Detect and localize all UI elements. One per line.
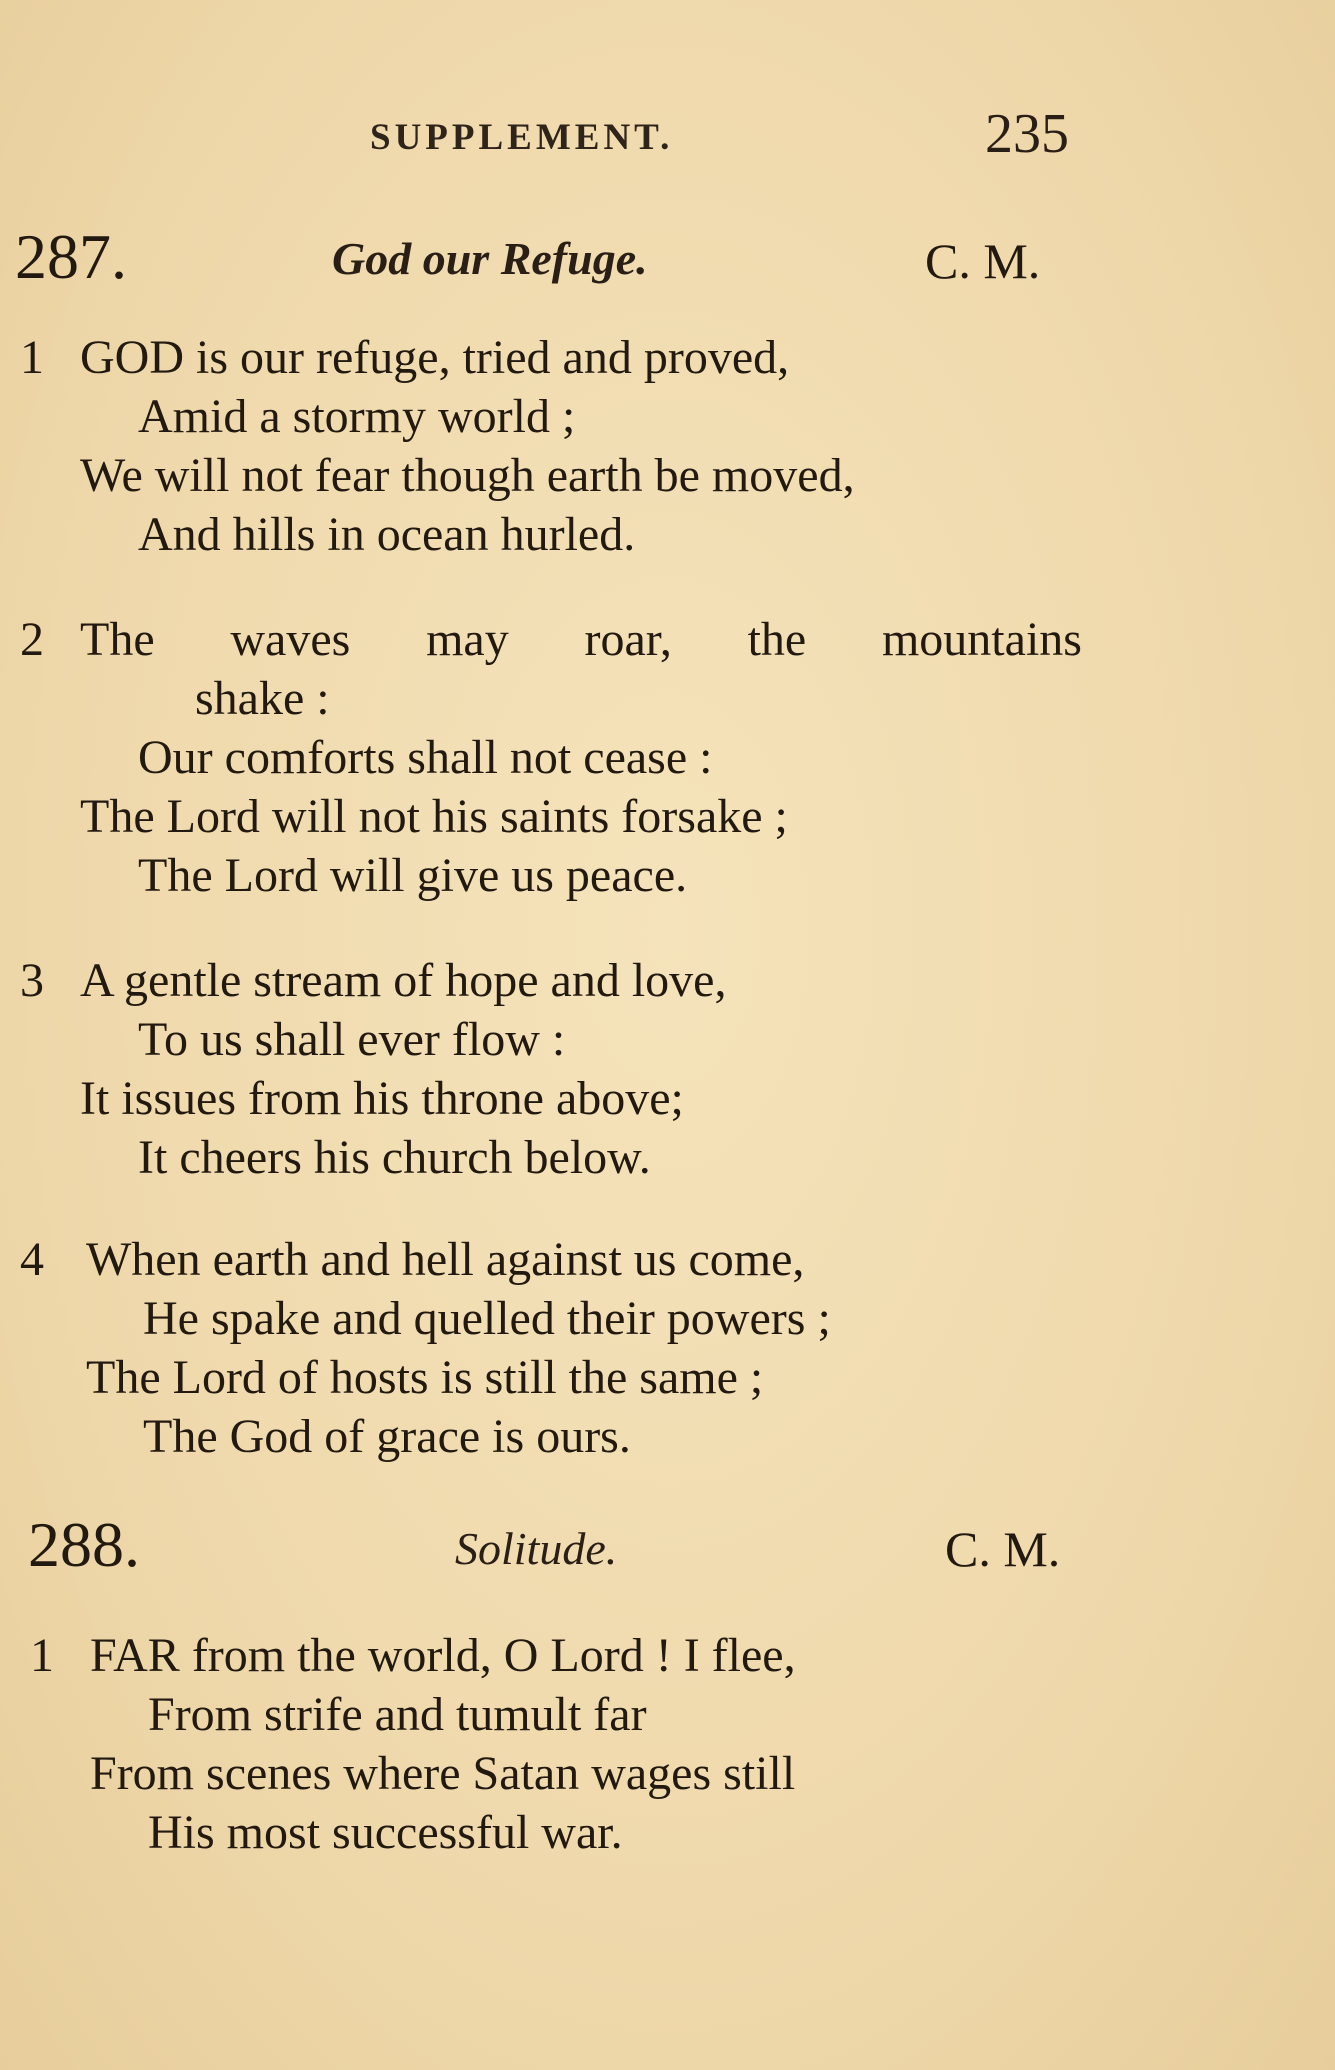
verse-line: From strife and tumult far <box>148 1688 647 1741</box>
verse-line: The Lord will not his saints forsake ; <box>80 790 788 843</box>
hymn-heading-288 <box>0 1508 1335 1588</box>
verse-line: We will not fear though earth be moved, <box>80 449 855 502</box>
verse-word: the <box>747 613 807 666</box>
verse-line: It cheers his church below. <box>138 1131 651 1184</box>
page-number: 235 <box>985 103 1069 165</box>
hymn-title: Solitude. <box>455 1523 618 1574</box>
stanza-number: 4 <box>20 1233 44 1286</box>
verse-line: FAR from the world, O Lord ! I flee, <box>90 1629 796 1682</box>
verse-line: Amid a stormy world ; <box>138 390 576 443</box>
verse-line: The God of grace is ours. <box>143 1410 631 1463</box>
stanza-number: 2 <box>20 613 44 666</box>
verse-line: His most successful war. <box>148 1806 623 1859</box>
stanza-number: 1 <box>20 331 44 384</box>
verse-line: From scenes where Satan wages still <box>90 1747 796 1800</box>
verse-word: may <box>426 613 509 666</box>
stanza-number: 3 <box>20 954 44 1007</box>
hymn-heading-287 <box>0 220 1335 300</box>
verse-line-continuation: shake : <box>195 672 330 725</box>
running-header-title: SUPPLEMENT. <box>370 117 674 158</box>
hymn-number: 287. <box>15 221 127 292</box>
verse-line: The Lord of hosts is still the same ; <box>86 1351 764 1404</box>
stanza-number: 1 <box>30 1629 54 1682</box>
verse-line: GOD is our refuge, tried and proved, <box>80 331 790 384</box>
verse-word: roar, <box>584 613 672 666</box>
verse-line-justified <box>80 612 1082 667</box>
hymn-number: 288. <box>28 1509 140 1580</box>
verse-line: It issues from his throne above; <box>80 1072 684 1125</box>
verse-line: When earth and hell against us come, <box>86 1233 805 1286</box>
hymn-meter: C. M. <box>925 233 1041 289</box>
hymn-meter: C. M. <box>945 1521 1061 1577</box>
verse-line: A gentle stream of hope and love, <box>80 954 727 1007</box>
verse-word: waves <box>230 613 351 666</box>
verse-line: And hills in ocean hurled. <box>138 508 636 561</box>
verse-line: The Lord will give us peace. <box>138 849 688 902</box>
verse-word: The <box>80 613 155 666</box>
verse-line: Our comforts shall not cease : <box>138 731 713 784</box>
verse-line: He spake and quelled their powers ; <box>143 1292 831 1345</box>
verse-word: mountains <box>881 613 1082 666</box>
hymn-title: God our Refuge. <box>332 233 648 284</box>
running-header <box>0 103 1335 170</box>
verse-line: To us shall ever flow : <box>138 1013 566 1066</box>
